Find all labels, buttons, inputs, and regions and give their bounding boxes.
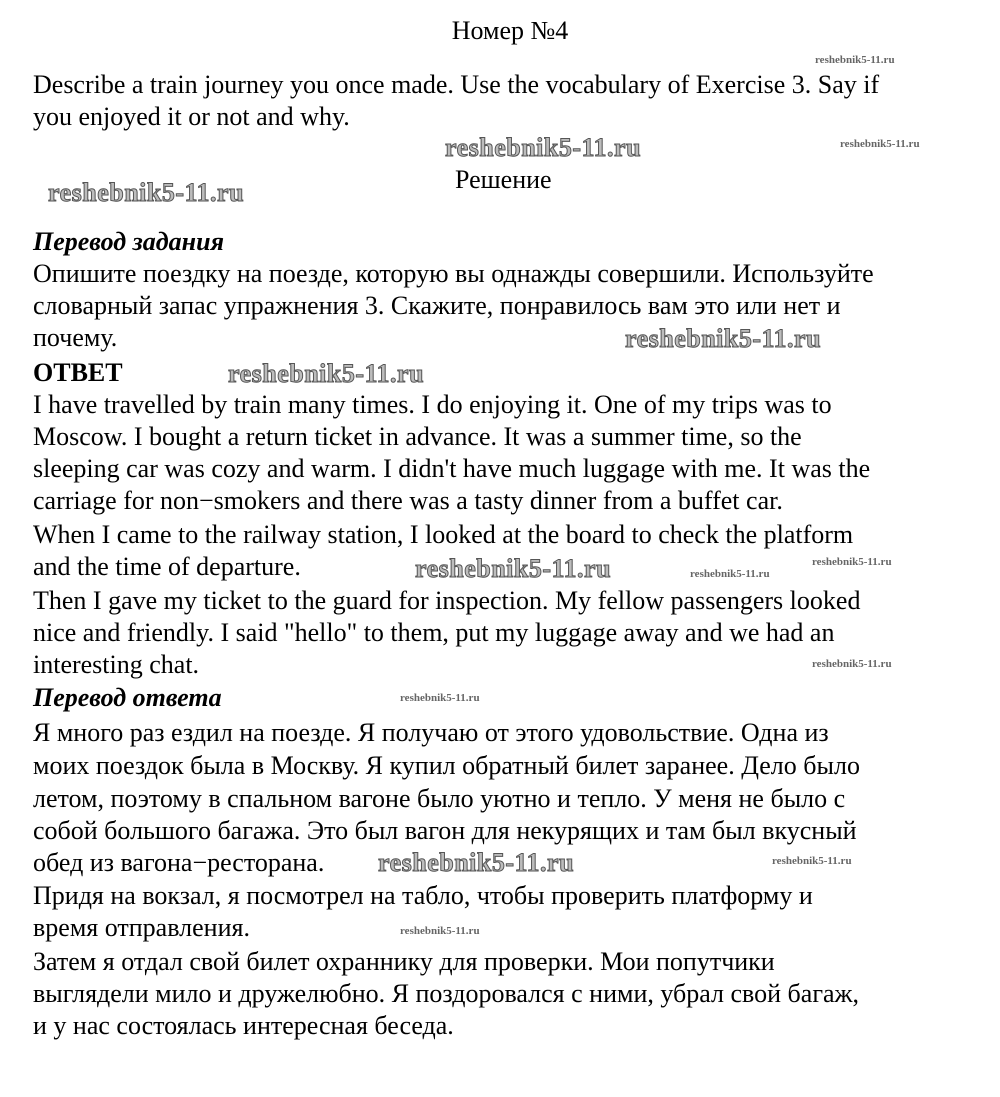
watermark: reshebnik5-11.ru — [812, 556, 892, 568]
answer-translation-line: Я много раз ездил на поезде. Я получаю от этого удовольствие. Одна из — [33, 718, 829, 747]
watermark: reshebnik5-11.ru — [625, 324, 822, 353]
watermark: reshebnik5-11.ru — [48, 178, 245, 207]
watermark: reshebnik5-11.ru — [415, 554, 612, 583]
answer-line: Moscow. I bought a return ticket in advance. It was a summer time, so the — [33, 422, 802, 451]
watermark: reshebnik5-11.ru — [812, 658, 892, 670]
answer-translation-line: Затем я отдал свой билет охраннику для проверки. Мои попутчики — [33, 947, 775, 976]
task-line: Describe a train journey you once made. Use the vocabulary of Exercise 3. Say if — [33, 70, 880, 99]
watermark: reshebnik5-11.ru — [772, 855, 852, 867]
task-line: you enjoyed it or not and why. — [33, 102, 350, 131]
answer-translation-line: время отправления. — [33, 913, 250, 942]
answer-translation-heading: Перевод ответа — [33, 683, 222, 712]
watermark: reshebnik5-11.ru — [400, 925, 480, 937]
answer-translation-line: Придя на вокзал, я посмотрел на табло, чтобы проверить платформу и — [33, 881, 813, 910]
answer-line: interesting chat. — [33, 650, 200, 679]
answer-line: and the time of departure. — [33, 552, 301, 581]
watermark: reshebnik5-11.ru — [400, 692, 480, 704]
page-title: Номер №4 — [451, 16, 569, 45]
answer-line: When I came to the railway station, I looked at the board to check the platform — [33, 520, 854, 549]
watermark: reshebnik5-11.ru — [815, 54, 895, 66]
answer-line: sleeping car was cozy and warm. I didn't have much luggage with me. It was the — [33, 454, 871, 483]
answer-translation-line: обед из вагона−ресторана. — [33, 848, 325, 877]
watermark: reshebnik5-11.ru — [840, 138, 920, 150]
task-translation-heading: Перевод задания — [33, 227, 224, 256]
watermark: reshebnik5-11.ru — [445, 133, 642, 162]
answer-translation-line: моих поездок была в Москву. Я купил обратный билет заранее. Дело было — [33, 751, 860, 780]
answer-translation-line: летом, поэтому в спальном вагоне было уютно и тепло. У меня не было с — [33, 784, 846, 813]
task-translation-line: Опишите поездку на поезде, которую вы однажды совершили. Используйте — [33, 259, 874, 288]
answer-translation-line: выглядели мило и дружелюбно. Я поздоровался с ними, убрал свой багаж, — [33, 979, 859, 1008]
task-translation-line: почему. — [33, 323, 118, 352]
watermark: reshebnik5-11.ru — [228, 359, 425, 388]
answer-line: I have travelled by train many times. I do enjoying it. One of my trips was to — [33, 390, 832, 419]
solution-label: Решение — [455, 165, 552, 194]
answer-line: nice and friendly. I said "hello" to them, put my luggage away and we had an — [33, 618, 835, 647]
answer-heading: ОТВЕТ — [33, 358, 123, 387]
watermark: reshebnik5-11.ru — [690, 568, 770, 580]
answer-translation-line: и у нас состоялась интересная беседа. — [33, 1011, 454, 1040]
answer-line: Then I gave my ticket to the guard for inspection. My fellow passengers looked — [33, 586, 861, 615]
answer-line: carriage for non−smokers and there was a tasty dinner from a buffet car. — [33, 486, 783, 515]
task-translation-line: словарный запас упражнения 3. Скажите, понравилось вам это или нет и — [33, 291, 841, 320]
watermark: reshebnik5-11.ru — [378, 848, 575, 877]
answer-translation-line: собой большого багажа. Это был вагон для некурящих и там был вкусный — [33, 816, 857, 845]
